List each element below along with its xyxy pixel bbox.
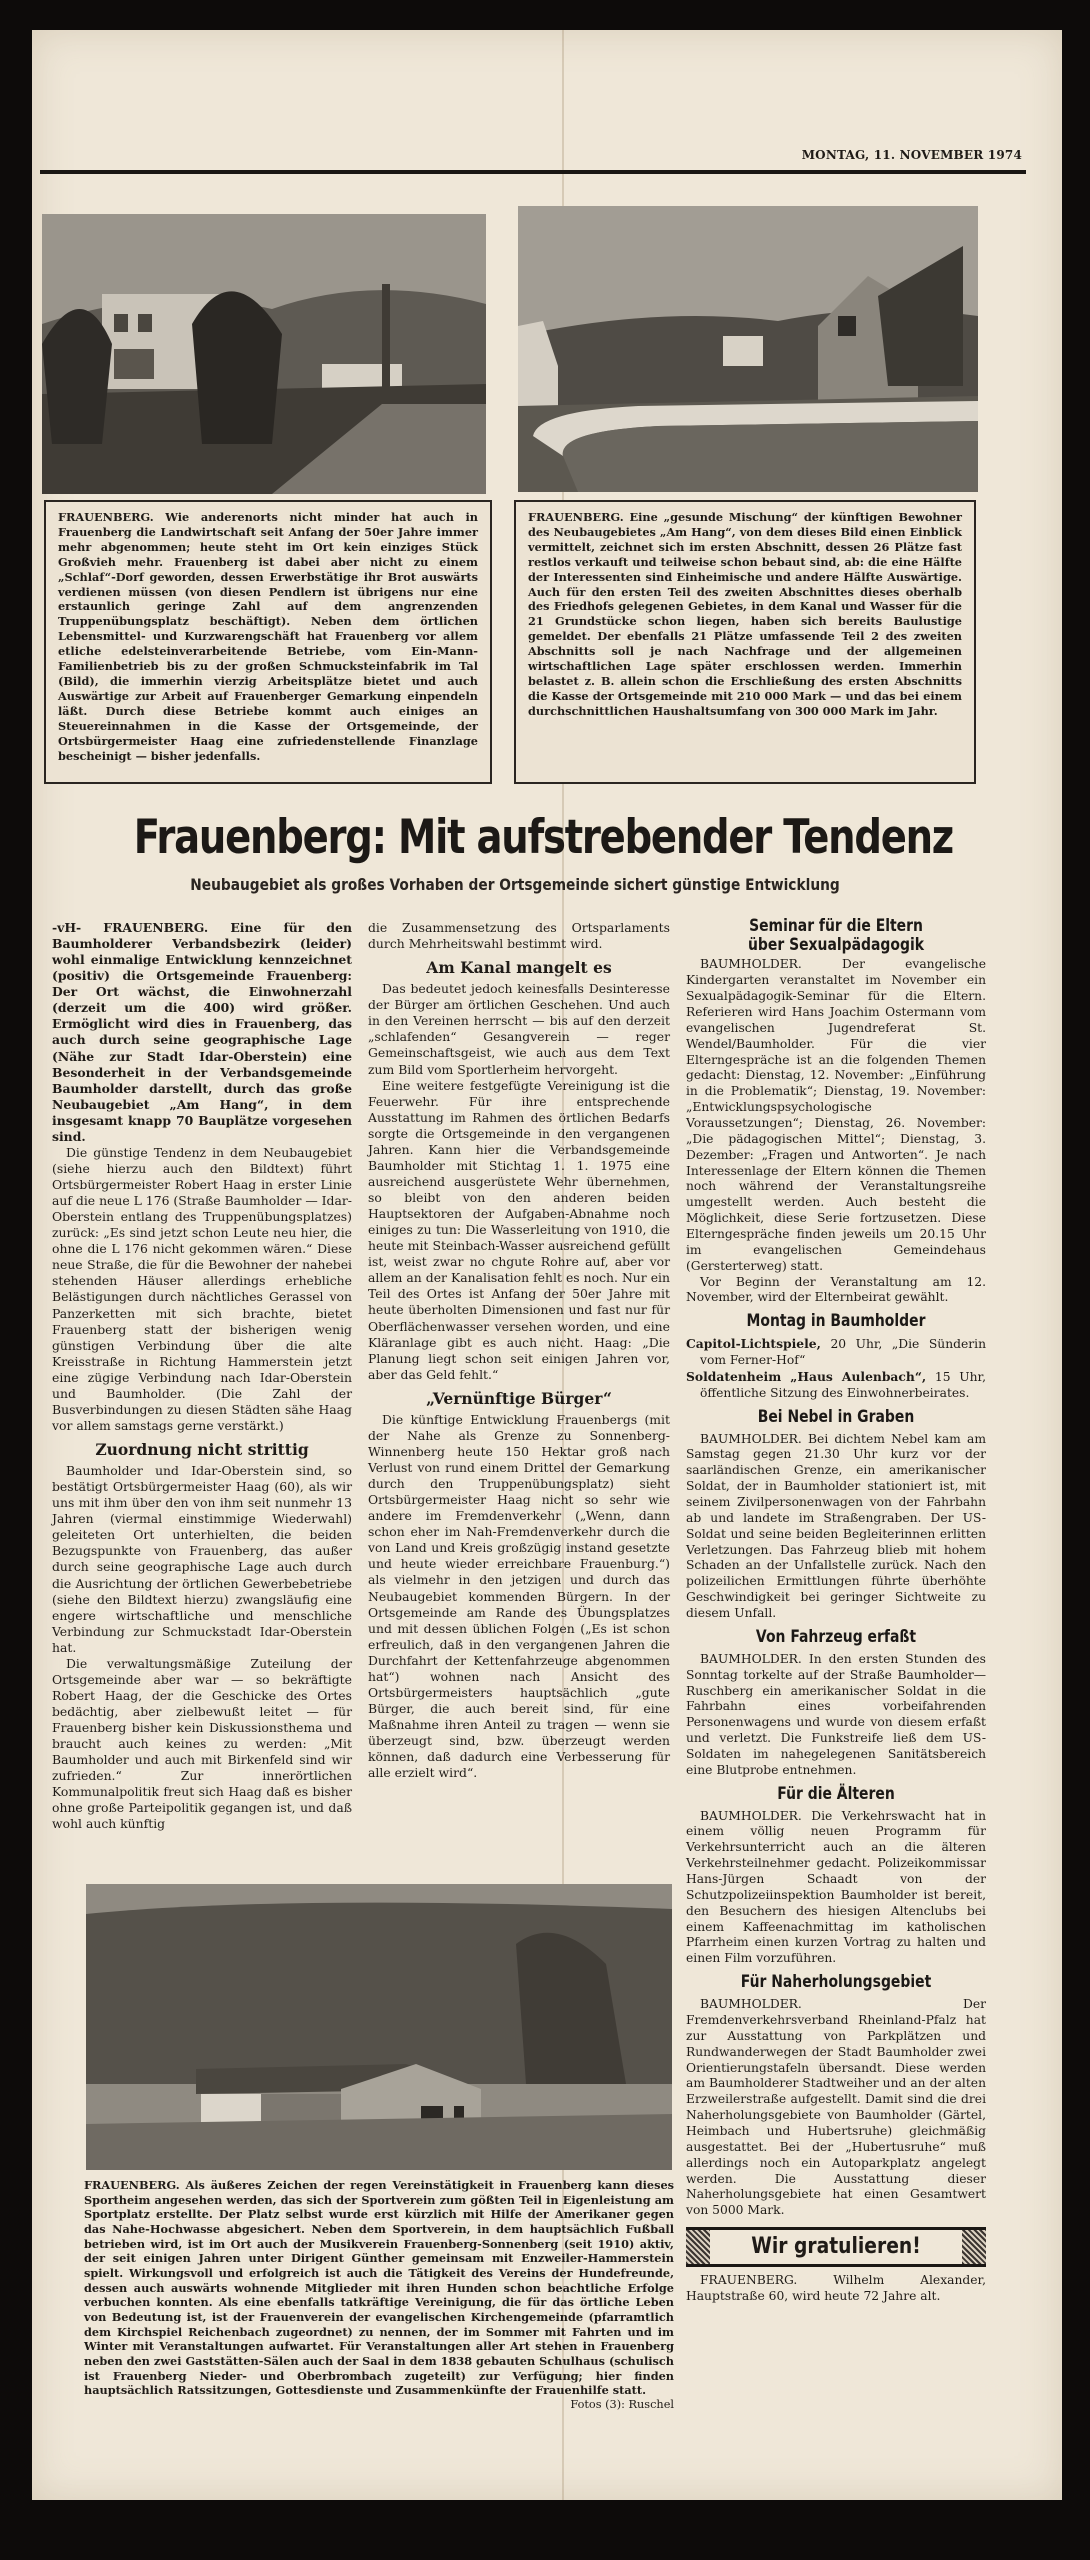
article-paragraph: Baumholder und Idar-Oberstein sind, so bestätigt Ortsbürgermeister Haag (60), als wir uns mit ihm über den von ihm seit nunmehr 13 Jahren (viermal einstimmige Wiederwahl) geleiteten Ort unterhielten, die beiden Bezugspunkte von Frauenberg, das außer durch seine geographische Lage auch durch die Ausrichtung der örtlichen Gewerbebetriebe (siehe den Bildtext hierzu) zwangsläufig eine engere wirtschaftliche und menschliche Verbindung zur Schmuckstadt Idar-Oberstein hat.	[52, 1463, 352, 1655]
caption-right-text: FRAUENBERG. Eine „gesunde Mischung“ der künftigen Bewohner des Neubaugebietes „Am Hang“, von dem dieses Bild einen Einblick vermittelt, zeichnet sich im ersten Abschnitt, dessen 26 Plätze fast restlos verkauft und teilweise schon bebaut sind, ab: die eine Hälfte der Interessenten sind Einheimische und andere Hälfte Auswärtige. Auch für den ersten Teil des zweiten Abschnittes dieses oberhalb des Friedhofs gelegenen Gebietes, in dem Kanal und Wasser für die 21 Grundstücke schon liegen, haben sich bereits Baulustige gemeldet. Der ebenfalls 21 Plätze umfassende Teil 2 des zweiten Abschnitts soll je nach Nachfrage und der allgemeinen wirtschaftlichen Lage später erschlossen werden. Immerhin belastet z. B. allein schon die Erschließung des ersten Abschnitts die Kasse der Ortsgemeinde mit 210 000 Mark — und das bei einem durchschnittlichen Haushaltsumfang von 300 000 Mark im Jahr.	[528, 510, 962, 718]
seminar-paragraph: BAUMHOLDER. Der evangelische Kindergarten veranstaltet im November ein Sexualpädagogik-Seminar für die Eltern. Referieren wird Hans Joachim Ostermann vom evangelischen Jugendreferat St. Wendel/Baumholder. Für die vier Elterngespräche ist an die folgenden Themen gedacht: Dienstag, 12. November: „Einführung in die Problematik“; Dienstag, 19. November: „Entwicklungspsychologische Voraussetzungen“; Dienstag, 26. November: „Die pädagogischen Mittel“; Dienstag, 3. Dezember: „Fragen und Antworten“. Je nach Interessenlage der Eltern können die Themen noch während der Veranstaltungsreihe umgestellt werden. Auch besteht die Möglichkeit, diese Serie fortzusetzen. Diese Elterngespräche finden jeweils um 20.15 Uhr im evangelischen Gemeindehaus (Gersterterweg) statt.	[686, 957, 986, 1273]
hatch-ornament	[962, 2230, 986, 2264]
sidebar-column	[686, 912, 986, 2305]
caption-left-text: FRAUENBERG. Wie anderenorts nicht minder hat auch in Frauenberg die Landwirtschaft seit Anfang der 50er Jahre immer mehr abgenommen; heute steht im Ort kein einziges Stück Großvieh mehr. Frauenberg ist dabei aber nicht zu einem „Schlaf“-Dorf geworden, dessen Erwerbstätige ihr Brot auswärts verdienen müssen (von diesen Pendlern ist übrigens nur eine erstaunlich geringe Zahl auf dem angrenzenden Truppenübungsplatz beschäftigt). Neben dem örtlichen Lebensmittel- und Kurzwarengschäft hat Frauenberg vor allem etliche edelsteinverarbeitende Betriebe, vom Ein-Mann-Familienbetrieb bis zu der großen Schmucksteinfabrik im Tal (Bild), die immerhin vierzig Arbeitsplätze bietet und auch Auswärtige zur Arbeit auf Frauenberger Gemarkung einpendeln läßt. Durch diese Betriebe kommt auch einiges an Steuereinnahmen in die Kasse der Ortsgemeinde, der Ortsbürgermeister Haag eine zufriedenstellende Finanzlage bescheinigt — bisher jedenfalls.	[58, 510, 478, 763]
article-headline: Frauenberg: Mit aufstrebender Tendenz	[133, 810, 954, 865]
news-paragraph: BAUMHOLDER. Bei dichtem Nebel kam am Samstag gegen 21.30 Uhr kurz vor der saarländischen Grenze, ein amerikanischer Soldat, der in Baumholder stationiert ist, mit seinem Zivilpersonenwagen von der Fahrbahn ab und landete im Straßengraben. Der US-Soldat und seine beiden Begleiterinnen erlitten Verletzungen. Das Fahrzeug blieb mit hohem Schaden an der Unfallstelle zurück. Nach den polizeilichen Ermittlungen führte überhöhte Geschwindigkeit bei geringer Sichtweite zu diesem Unfall.	[686, 1431, 986, 1621]
event-details: 20 Uhr, „Die Sünderin vom Ferner-Hof“	[700, 1337, 986, 1368]
article-paragraph: die Zusammensetzung des Ortsparlaments durch Mehrheitswahl bestimmt wird.	[368, 920, 670, 952]
article-column-2	[368, 920, 670, 1781]
seminar-paragraph: Vor Beginn der Veranstaltung am 12. November, wird der Elternbeirat gewählt.	[686, 1274, 986, 1305]
heading-seminar	[713, 917, 959, 954]
event-listing	[686, 1336, 986, 1369]
article-paragraph: Die künftige Entwicklung Frauenbergs (mit der Nahe als Grenze zu Sonnenberg-Winnenberg heute 150 Hektar groß nach Verlust von rund einem Drittel der Gemarkung durch den Truppenübungsplatz) sieht Ortsbürgermeister Haag nicht so sehr wie andere im Fremdenverkehr („Wenn, dann schon eher im Nah-Fremdenverkehr durch die von Land und Kreis großzügig instand gesetzte und heute wieder erreichbare Frauenburg.“) als vielmehr in den jetzigen und durch das Neubaugebiet kommenden Bürgern. In der Ortsgemeinde am Rande des Übungsplatzes und mit dessen üblichen Folgen („Es ist schon erfreulich, daß in den vergangenen Jahren die Durchfahrt der Kettenfahrzeuge abgenommen hat“) wohnen nach Ansicht des Ortsbürgermeisters hauptsächlich „gute Bürger, die auch bereit sind, für eine Maßnahme ihren Anteil zu tragen — wenn sie überzeugt sind, bzw. überzeugt werden können, daß dadurch eine Verbesserung für alle erzielt wird“.	[368, 1411, 670, 1781]
heading-fahrzeug: Von Fahrzeug erfaßt	[755, 1626, 917, 1647]
subheading-vernuenftige-buerger: „Vernünftige Bürger“	[426, 1388, 612, 1408]
congratulations-banner	[686, 2227, 986, 2267]
heading-seminar-line2: über Sexualpädagogik	[747, 934, 925, 955]
event-venue: Capitol-Lichtspiele,	[686, 1336, 821, 1352]
caption-left-factory	[44, 500, 492, 784]
article-paragraph: Die verwaltungsmäßige Zuteilung der Ortsgemeinde aber war — so bekräftigte Robert Haag, der die Geschicke des Ortes bedächtig, aber zielbewußt leitet — für Frauenberg bisher kein Diskussionsthema und braucht auch keines zu werden: „Mit Baumholder und auch mit Birkenfeld sind wir zufrieden.“ Zur innerörtlichen Kommunalpolitik freut sich Haag daß es bisher ohne große Parteipolitik gegangen ist, und daß wohl auch künftig	[52, 1655, 352, 1832]
news-paragraph: BAUMHOLDER. Die Verkehrswacht hat in einem völlig neuen Programm für Verkehrsunterricht auch an die älteren Verkehrsteilnehmer gedacht. Polizeikommissar Hans-Jürgen Schaadt von der Schutzpolizeiinspektion Baumholder ist bereit, den Besuchern des hiesigen Altenclubs bei einem Kaffeenachmittag im katholischen Pfarrheim einen kurzen Vortrag zu halten und einen Film vorzuführen.	[686, 1808, 986, 1966]
article-paragraph: Das bedeutet jedoch keinesfalls Desinteresse der Bürger am örtlichen Geschehen. Und auch in den Vereinen herrscht — bis auf den derzeit „schlafenden“ Gesangverein — reger Gemeinschaftsgeist, wie auch aus dem Text zum Bild vom Sportlerheim hervorgeht.	[368, 981, 670, 1077]
heading-montag: Montag in Baumholder	[746, 1311, 926, 1332]
photo-credit: Fotos (3): Ruschel	[570, 2398, 674, 2412]
photo-neubaugebiet-am-hang	[518, 206, 978, 492]
article-paragraph: Die günstige Tendenz in dem Neubaugebiet (siehe hierzu auch den Bildtext) führt Ortsbürgermeister Robert Haag in erster Linie auf die neue L 176 (Straße Baumholder — Idar-Oberstein entlang des Truppenübungsplatzes) zurück: „Es sind jetzt schon Leute neu hier, die ohne die L 176 nicht gekommen wären.“ Diese neue Straße, die für die Bewohner der nahebei stehenden Häuser allerdings erhebliche Belästigungen durch nächtliches Gerassel von Panzerketten mit sich brachte, bietet Frauenberg statt der bisherigen wenig günstigen Verbindung über die alte Kreisstraße in Richtung Hammerstein jetzt eine zügige Verbindung nach Idar-Oberstein und Baumholder. (Die Zahl der Busverbindungen zu diesen Städten sähe Haag vor allem samstags gerne verstärkt.)	[52, 1144, 352, 1433]
photo-sportheim	[86, 1884, 672, 2170]
masthead-rule	[40, 170, 1026, 174]
article-subheadline: Neubaugebiet als großes Vorhaben der Ortsgemeinde sichert günstige Entwicklung	[190, 875, 840, 894]
heading-naherholung: Für Naherholungsgebiet	[740, 1972, 932, 1993]
heading-aelteren: Für die Älteren	[777, 1783, 895, 1804]
caption-sportheim-text: FRAUENBERG. Als äußeres Zeichen der regen Vereinstätigkeit in Frauenberg kann dieses Sportheim angesehen werden, das sich der Sportverein zum gößten Teil in Eigenleistung am Sportplatz erstellte. Der Platz selbst wurde erst kürzlich mit Hilfe der Amerikaner gegen das Nahe-Hochwasse abgesichert. Neben dem Sportverein, in dem hauptsächlich Fußball betrieben wird, ist im Ort auch der Musikverein Frauenberg-Sonnenberg (seit 1910) aktiv, der seit einigen Jahren unter Dirigent Günther gemeinsam mit Enzweiler-Hammerstein spielt. Wirkungsvoll und erfolgreich ist auch die Tätigkeit des Vereins der Hundefreunde, dessen auch auswärts wohnende Mitglieder mit ihren Hunden schon beachtliche Erfolge verbuchen konnten. Als eine ebenfalls tatkräftige Vereinigung, die für das örtliche Leben von Bedeutung ist, ist der Frauenverein der evangelischen Kirchengemeinde (pfarramtlich dem Kirchspiel Reichenbach zugeordnet) zu nennen, der im Sommer mit Fahrten und im Winter mit Veranstaltungen aufwartet. Für Veranstaltungen aller Art stehen in Frauenberg neben den zwei Gaststätten-Sälen auch der Saal in dem 1838 gebauten Schulhaus (schulisch ist Frauenberg Nieder- und Oberbrombach zugeteilt) zur Verfügung; hier finden hauptsächlich Ratssitzungen, Gottesdienste und Zusammenkünfte der Frauenhilfe statt.	[84, 2178, 674, 2398]
caption-right-neubaugebiet	[514, 500, 976, 784]
heading-nebel: Bei Nebel in Graben	[757, 1406, 915, 1427]
news-paragraph: BAUMHOLDER. In den ersten Stunden des Sonntag torkelte auf der Straße Baumholder—Ruschberg ein amerikanischer Soldat in die Fahrbahn eines vorbeifahrenden Personenwagens und wurde von diesem erfaßt und verletzt. Die Funkstreife ließ dem US-Soldaten im nahegelegenen Sanitätsbereich eine Blutprobe entnehmen.	[686, 1651, 986, 1777]
caption-sportheim	[84, 2178, 674, 2413]
congratulations-text: FRAUENBERG. Wilhelm Alexander, Hauptstraße 60, wird heute 72 Jahre alt.	[686, 2273, 986, 2303]
issue-date: MONTAG, 11. NOVEMBER 1974	[801, 148, 1022, 162]
article-lead-paragraph: -vH- FRAUENBERG. Eine für den Baumholderer Verbandsbezirk (leider) wohl einmalige Entwicklung kennzeichnet (positiv) die Ortsgemeinde Frauenberg: Der Ort wächst, die Einwohnerzahl (derzeit um die 400) wird größer. Ermöglicht wird dies in Frauenberg, das auch durch seine geographische Lage (Nähe zur Stadt Idar-Oberstein) eine Besonderheit in der Verbandsgemeinde Baumholder darstellt, durch das große Neubaugebiet „Am Hang“, in dem insgesamt knapp 70 Bauplätze vorgesehen sind.	[52, 920, 352, 1144]
heading-seminar-line1: Seminar für die Eltern	[749, 916, 923, 936]
article-paragraph: Eine weitere festgefügte Vereinigung ist die Feuerwehr. Für ihre entsprechende Ausstattung im Rahmen des örtlichen Bedarfs sorgte die Ortsgemeinde in den vergangenen Jahren. Kann hier die Verbandsgemeinde Baumholder mit Stichtag 1. 1. 1975 eine ausreichend ausgerüstete Wehr übernehmen, so bleibt von den anderen beiden Hauptsektoren der Aufgaben-Abnahme noch einiges zu tun: Die Wasserleitung von 1910, die heute mit Steinbach-Wasser ausreichend gefüllt ist, weist zwar no chgute Rohre auf, aber vor allem an der Kanalisation fehlt es noch. Nur ein Teil des Ortes ist Anfang der 50er Jahre mit heute überholten Dimensionen und fast nur für Oberflächenwasser versehen worden, und eine Kläranlage gibt es auch nicht. Haag: „Die Planung liegt schon seit einigen Jahren vor, aber das Geld fehlt.“	[368, 1077, 670, 1382]
subheading-kanal: Am Kanal mangelt es	[426, 958, 612, 978]
event-details: 15 Uhr, öffentliche Sitzung des Einwohnerbeirates.	[700, 1369, 986, 1400]
photo-factory-in-valley	[42, 214, 486, 494]
congratulations-title: Wir gratulieren!	[751, 2233, 921, 2259]
event-listing	[686, 1369, 986, 1402]
subheading-zuordnung: Zuordnung nicht strittig	[95, 1440, 309, 1459]
news-paragraph: BAUMHOLDER. Der Fremdenverkehrsverband Rheinland-Pfalz hat zur Ausstattung von Parkplätzen und Rundwanderwegen der Stadt Baumholder zwei Orientierungstafeln übersandt. Diese werden am Baumholderer Stadtweiher und an der alten Erzweilerstraße aufgestellt. Damit sind die drei Naherholungsgebiete von Baumholder (Gärtel, Heimbach und Hubertsruhe) gleichmäßig ausgestattet. Bei der „Hubertusruhe“ muß allerdings noch ein Autoparkplatz angelegt werden. Die Ausstattung dieser Naherholungsgebiete hat einen Gesamtwert von 5000 Mark.	[686, 1997, 986, 2218]
hatch-ornament	[686, 2230, 710, 2264]
article-column-1	[52, 920, 352, 1833]
event-venue: Soldatenheim „Haus Aulenbach“,	[686, 1368, 927, 1384]
